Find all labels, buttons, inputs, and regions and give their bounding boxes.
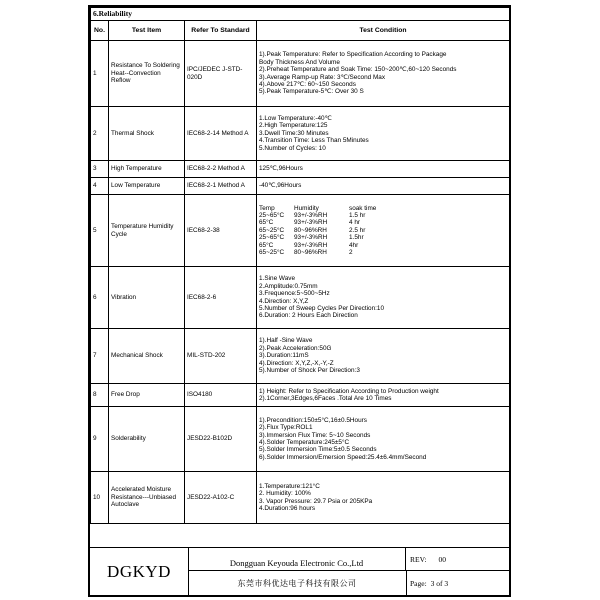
table-row xyxy=(91,329,510,384)
grid-cell: 93+/-3%RH xyxy=(294,219,328,227)
row-number: 9 xyxy=(91,407,109,472)
test-condition xyxy=(257,472,510,524)
grid-cell: 80~96%RH xyxy=(294,249,327,257)
test-item: Low Temperature xyxy=(109,178,185,195)
row-number: 8 xyxy=(91,384,109,407)
table-row xyxy=(91,384,510,407)
test-condition xyxy=(257,329,510,384)
reliability-table xyxy=(90,7,510,524)
condition-line: 4.Transition Time: Less Than 5Minutes xyxy=(259,137,369,145)
standard: IEC68-2-1 Method A xyxy=(185,178,257,195)
condition-line: 1.Low Temperature:-40℃ xyxy=(259,114,332,122)
condition-line: 5.Number of Sweep Cycles Per Direction:10 xyxy=(259,304,385,312)
grid-header: Temp xyxy=(259,204,275,212)
table-row xyxy=(91,195,510,267)
condition-line: 1).Precondition:150±5°C,16±0.5Hours xyxy=(259,416,367,424)
condition-line: 4.Duration:96 hours xyxy=(259,504,316,512)
test-condition xyxy=(257,384,510,407)
condition-line: 2).Flux Type:ROL1 xyxy=(259,424,313,432)
condition-line: 4).Above 217℃: 60~150 Seconds xyxy=(259,80,356,88)
standard: IEC68-2-14 Method A xyxy=(185,107,257,161)
revision-label: REV: xyxy=(410,554,427,564)
condition-line: 6.Duration: 2 Hours Each Direction xyxy=(259,312,358,320)
grid-cell: 1.5 hr xyxy=(349,211,366,219)
header-test-condition: Test Condition xyxy=(257,21,510,41)
condition-line: 1.Temperature:121°C xyxy=(259,482,320,490)
condition-line: 5).Number of Shock Per Direction:3 xyxy=(259,367,360,375)
grid-cell: 80~96%RH xyxy=(294,226,327,234)
grid-cell: 93+/-3%RH xyxy=(294,234,328,242)
header-no: No. xyxy=(91,21,109,41)
test-condition xyxy=(257,178,510,195)
condition-line: 5).Peak Temperature-5℃: Over 30 S xyxy=(259,88,364,96)
row-number: 5 xyxy=(91,195,109,267)
company-name-en: Dongguan Keyouda Electronic Co.,Ltd xyxy=(188,548,406,571)
test-item: High Temperature xyxy=(109,161,185,178)
row-number: 6 xyxy=(91,267,109,329)
condition-line: 1).Peak Temperature: Refer to Specification According to Package xyxy=(259,51,447,59)
grid-cell: 65~25°C xyxy=(259,226,285,234)
table-row xyxy=(91,178,510,195)
header-refer-to-standard: Refer To Standard xyxy=(185,21,257,41)
standard: JESD22-A102-C xyxy=(185,472,257,524)
condition-line: 2. Humidity: 100% xyxy=(259,490,311,498)
condition-line: 3).Average Ramp-up Rate: 3℃/Second Max xyxy=(259,73,386,81)
table-row xyxy=(91,267,510,329)
standard: IEC68-2-2 Method A xyxy=(185,161,257,178)
test-condition xyxy=(257,161,510,178)
test-item: Vibration xyxy=(109,267,185,329)
grid-cell: 25~65°C xyxy=(259,234,285,242)
grid-cell: 25~65°C xyxy=(259,211,285,219)
test-item: Thermal Shock xyxy=(109,107,185,161)
grid-cell: 65°C xyxy=(259,241,274,249)
grid-cell: 93+/-3%RH xyxy=(294,241,328,249)
condition-line: 1.Sine Wave xyxy=(259,275,295,283)
row-number: 2 xyxy=(91,107,109,161)
test-item: Solderability xyxy=(109,407,185,472)
standard: MIL-STD-202 xyxy=(185,329,257,384)
standard: ISO4180 xyxy=(185,384,257,407)
test-condition xyxy=(257,107,510,161)
condition-line: Body Thickness And Volume xyxy=(259,58,340,66)
condition-line: 3).Immersion Flux Time: 5~10 Seconds xyxy=(259,431,371,439)
test-item: Mechanical Shock xyxy=(109,329,185,384)
test-item: Free Drop xyxy=(109,384,185,407)
grid-cell: 65~25°C xyxy=(259,249,285,257)
grid-header: soak time xyxy=(349,204,377,212)
test-item: Temperature Humidity Cycle xyxy=(109,195,185,267)
row-number: 10 xyxy=(91,472,109,524)
standard: IEC68-2-6 xyxy=(185,267,257,329)
page-label: Page: xyxy=(410,578,427,588)
row-number: 7 xyxy=(91,329,109,384)
company-name-cn: 东莞市科优达电子科技有限公司 xyxy=(188,571,407,595)
condition-line: 2.High Temperature:125 xyxy=(259,122,328,130)
footer xyxy=(90,548,509,595)
standard: IEC68-2-38 xyxy=(185,195,257,267)
table-row xyxy=(91,472,510,524)
test-condition xyxy=(257,41,510,107)
condition-line: 4.Direction: X,Y,Z xyxy=(259,297,309,305)
grid-cell: 1.5hr xyxy=(349,234,364,242)
condition-line: 2).1Corner,3Edges,6Faces .Total Are 10 Times xyxy=(259,395,392,402)
test-condition xyxy=(257,407,510,472)
revision-value: 00 xyxy=(438,554,447,564)
condition-line: 2).Preheat Temperature and Soak Time: 150~200℃,60~120 Seconds xyxy=(259,66,457,74)
grid-header: Humidity xyxy=(294,204,319,212)
grid-cell: 65°C xyxy=(259,219,274,227)
grid-cell: 4 hr xyxy=(349,219,361,227)
row-number: 4 xyxy=(91,178,109,195)
row-number: 3 xyxy=(91,161,109,178)
condition-line: 1).Half -Sine Wave xyxy=(259,337,313,345)
page-value: 3 of 3 xyxy=(430,578,449,588)
condition-line: 2).Peak Acceleration:50G xyxy=(259,344,332,352)
condition-line: 5).Solder Immersion Time:5±0.5 Seconds xyxy=(259,446,377,454)
condition-line: 5.Number of Cycles: 10 xyxy=(259,144,326,152)
condition-line: 3.Dwell Time:30 Minutes xyxy=(259,129,329,137)
condition-line: 3).Duration:11mS xyxy=(259,352,309,360)
test-condition xyxy=(257,195,510,267)
table-row xyxy=(91,407,510,472)
temp-humidity-grid xyxy=(259,205,507,257)
condition-line: 3. Vapor Pressure: 29.7 Psia or 205KPa xyxy=(259,497,373,505)
revision-field xyxy=(406,548,509,571)
condition-line: 3.Frequence:5~500~5Hz xyxy=(259,290,330,298)
condition-line: 6).Solder Immersion/Emersion Speed:25.4±6.4mm/Second xyxy=(259,453,427,461)
condition-line: 4).Direction: X,Y,Z,-X,-Y,-Z xyxy=(259,359,334,367)
condition-line: 125℃,96Hours xyxy=(259,165,303,173)
section-title: 6.Reliability xyxy=(91,8,510,21)
condition-line: -40℃,96Hours xyxy=(259,182,302,190)
standard: IPC/JEDEC J-STD-020D xyxy=(185,41,257,107)
test-item: Resistance To Soldering Heat--Convection Reflow xyxy=(109,41,185,107)
test-condition xyxy=(257,267,510,329)
grid-cell: 2 xyxy=(349,249,353,257)
table-row xyxy=(91,41,510,107)
standard: JESD22-B102D xyxy=(185,407,257,472)
table-row xyxy=(91,107,510,161)
grid-cell: 93+/-3%RH xyxy=(294,211,328,219)
table-row xyxy=(91,161,510,178)
company-logo: DGKYD xyxy=(90,548,189,595)
header-test-item: Test Item xyxy=(109,21,185,41)
grid-cell: 4hr xyxy=(349,241,359,249)
condition-line: 4).Solder Temperature:245±5°C xyxy=(259,439,350,446)
grid-cell: 2.5 hr xyxy=(349,226,366,234)
page-field xyxy=(406,571,509,595)
test-item: Accelerated Moisture Resistance---Unbiased Autoclave xyxy=(109,472,185,524)
condition-line: 2.Amplitude:0.75mm xyxy=(259,282,318,290)
condition-line: 1) Height: Refer to Specification According to Production weight xyxy=(259,387,439,395)
row-number: 1 xyxy=(91,41,109,107)
